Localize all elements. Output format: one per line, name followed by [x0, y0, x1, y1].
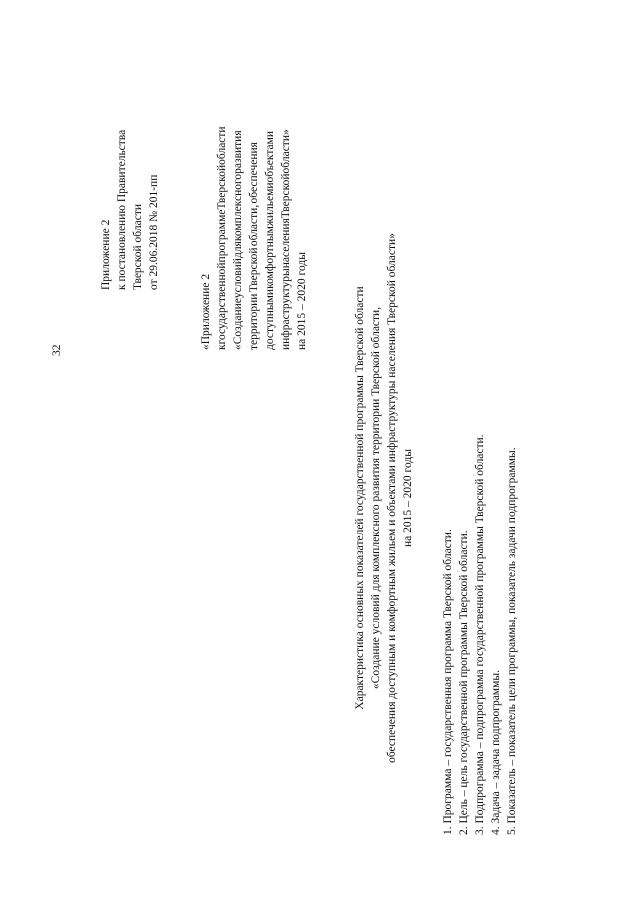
appendix-program-line: на 2015 – 2020 годы [296, 252, 308, 350]
document-title [352, 178, 416, 818]
title-line: Характеристика основных показателей государственной программы Тверской области [354, 286, 366, 710]
appendix-program-line: инфраструктуры населения Тверской области» [280, 129, 292, 350]
appendix-program-line: «Приложение 2 [200, 273, 212, 350]
appendix-program-line: к государственной программе Тверской области [216, 126, 228, 350]
appendix-program-block [198, 126, 310, 350]
appendix-top-line: от 29.06.2018 № 201-пп [148, 174, 160, 290]
appendix-top-line: к постановлению Правительства [116, 129, 128, 290]
appendix-program-line: «Создание условий для комплексного развития [232, 130, 244, 350]
legend-item: 5. Показатель – показатель цели программы, показатель задачи подпрограммы. [506, 447, 518, 835]
appendix-top-block [98, 130, 162, 290]
legend-list [440, 434, 520, 835]
appendix-top-line: Тверской области [132, 204, 144, 290]
legend-item: 4. Задача – задача подпрограммы. [490, 670, 502, 835]
title-line: «Создание условий для комплексного развития территории Тверской области, [370, 306, 382, 690]
appendix-program-line: территории Тверской области, обеспечения [248, 142, 260, 350]
legend-item: 2. Цель – цель государственной программы Тверской области. [458, 530, 470, 835]
legend-item: 1. Программа – государственная программа Тверской области. [442, 529, 454, 835]
title-line: на 2015 – 2020 годы [402, 449, 414, 547]
appendix-top-line: Приложение 2 [100, 219, 112, 290]
legend-item: 3. Подпрограмма – подпрограмма государственной программы Тверской области. [474, 434, 486, 835]
appendix-program-line: доступным и комфортным жильем и объектами [264, 130, 276, 350]
title-line: обеспечения доступным и комфортным жильем и объектами инфраструктуры населения Тверской области» [386, 233, 398, 763]
page-number: 32 [51, 344, 63, 356]
